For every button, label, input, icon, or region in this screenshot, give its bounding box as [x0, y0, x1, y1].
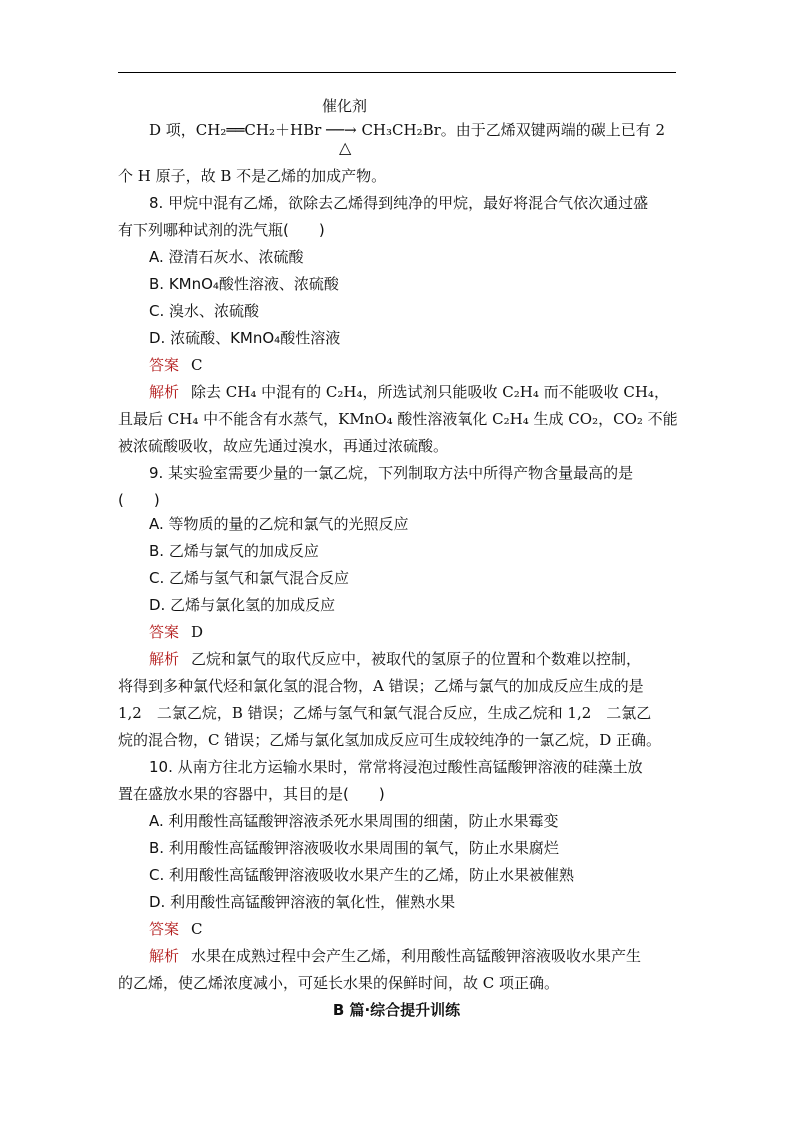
q10-answer-value: C	[191, 920, 203, 938]
q10-option-c: C. 利用酸性高锰酸钾溶液吸收水果产生的乙烯，防止水果被催熟	[149, 866, 575, 884]
q9-answer-label: 答案	[149, 623, 180, 641]
q10-option-d: D. 利用酸性高锰酸钾溶液的氧化性，催熟水果	[149, 893, 456, 911]
q9-option-a: A. 等物质的量的乙烷和氯气的光照反应	[149, 515, 409, 533]
section-heading: B 篇·综合提升训练	[332, 1001, 461, 1019]
q9-option-c: C. 乙烯与氢气和氯气混合反应	[149, 569, 350, 587]
q10-answer	[149, 919, 679, 939]
q8-analysis-line3: 被浓硫酸吸收，故应先通过溴水，再通过浓硫酸。	[118, 437, 449, 455]
q10-analysis-line1	[149, 946, 679, 966]
q8-analysis-line1	[149, 382, 679, 402]
catalyst-label: 催化剂	[322, 97, 368, 115]
q8-answer	[149, 355, 679, 375]
q8-answer-value: C	[191, 356, 203, 374]
q9-stem-line2: ( )	[118, 491, 160, 509]
reaction-equation: D 项，CH₂══CH₂＋HBr ──→ CH₃CH₂Br。由于乙烯双键两端的碳上已有 2	[149, 121, 666, 139]
q10-stem-line2: 置在盛放水果的容器中，其目的是( )	[118, 785, 385, 803]
q8-analysis-line2: 且最后 CH₄ 中不能含有水蒸气，KMnO₄ 酸性溶液氧化 C₂H₄ 生成 CO₂，CO₂ 不能	[118, 410, 678, 428]
q9-stem-line1: 9. 某实验室需要少量的一氯乙烷，下列制取方法中所得产物含量最高的是	[149, 464, 634, 482]
q10-analysis-text1: 水果在成熟过程中会产生乙烯，利用酸性高锰酸钾溶液吸收水果产生	[191, 947, 642, 965]
q9-answer	[149, 622, 679, 642]
q9-analysis-text1: 乙烷和氯气的取代反应中，被取代的氢原子的位置和个数难以控制，	[191, 650, 642, 668]
q9-answer-value: D	[191, 623, 204, 641]
q9-option-b: B. 乙烯与氯气的加成反应	[149, 542, 319, 560]
q9-analysis-label: 解析	[149, 650, 180, 668]
q9-analysis-line2: 将得到多种氯代烃和氯化氢的混合物，A 错误；乙烯与氯气的加成反应生成的是	[118, 677, 644, 695]
q8-option-c: C. 溴水、浓硫酸	[149, 302, 260, 320]
q8-stem-line2: 有下列哪种试剂的洗气瓶( )	[118, 221, 325, 239]
q10-analysis-line2: 的乙烯，使乙烯浓度减小，可延长水果的保鲜时间，故 C 项正确。	[118, 974, 560, 992]
q9-analysis-line1	[149, 649, 679, 669]
q8-analysis-text1: 除去 CH₄ 中混有的 C₂H₄，所选试剂只能吸收 C₂H₄ 而不能吸收 CH₄，	[191, 383, 669, 401]
q9-analysis-line3: 1,2 二氯乙烷，B 错误；乙烯与氢气和氯气混合反应，生成乙烷和 1,2 二氯乙	[118, 704, 652, 722]
q10-stem-line1: 10. 从南方往北方运输水果时，常常将浸泡过酸性高锰酸钾溶液的硅藻土放	[149, 758, 643, 776]
q10-option-b: B. 利用酸性高锰酸钾溶液吸收水果周围的氧气，防止水果腐烂	[149, 839, 559, 857]
q10-answer-label: 答案	[149, 920, 180, 938]
q8-option-d: D. 浓硫酸、KMnO₄酸性溶液	[149, 329, 341, 347]
q8-analysis-label: 解析	[149, 383, 180, 401]
reaction-continuation: 个 H 原子，故 B 不是乙烯的加成产物。	[118, 167, 387, 185]
q9-option-d: D. 乙烯与氯化氢的加成反应	[149, 596, 336, 614]
q8-option-a: A. 澄清石灰水、浓硫酸	[149, 248, 304, 266]
q10-analysis-label: 解析	[149, 947, 180, 965]
q8-answer-label: 答案	[149, 356, 180, 374]
q10-option-a: A. 利用酸性高锰酸钾溶液杀死水果周围的细菌，防止水果霉变	[149, 812, 559, 830]
header-rule	[118, 72, 676, 73]
q9-analysis-line4: 烷的混合物，C 错误；乙烯与氯化氢加成反应可生成较纯净的一氯乙烷，D 正确。	[118, 731, 662, 749]
q8-stem-line1: 8. 甲烷中混有乙烯，欲除去乙烯得到纯净的甲烷，最好将混合气依次通过盛	[149, 194, 649, 212]
q8-option-b: B. KMnO₄酸性溶液、浓硫酸	[149, 275, 339, 293]
heat-symbol: △	[339, 138, 352, 157]
